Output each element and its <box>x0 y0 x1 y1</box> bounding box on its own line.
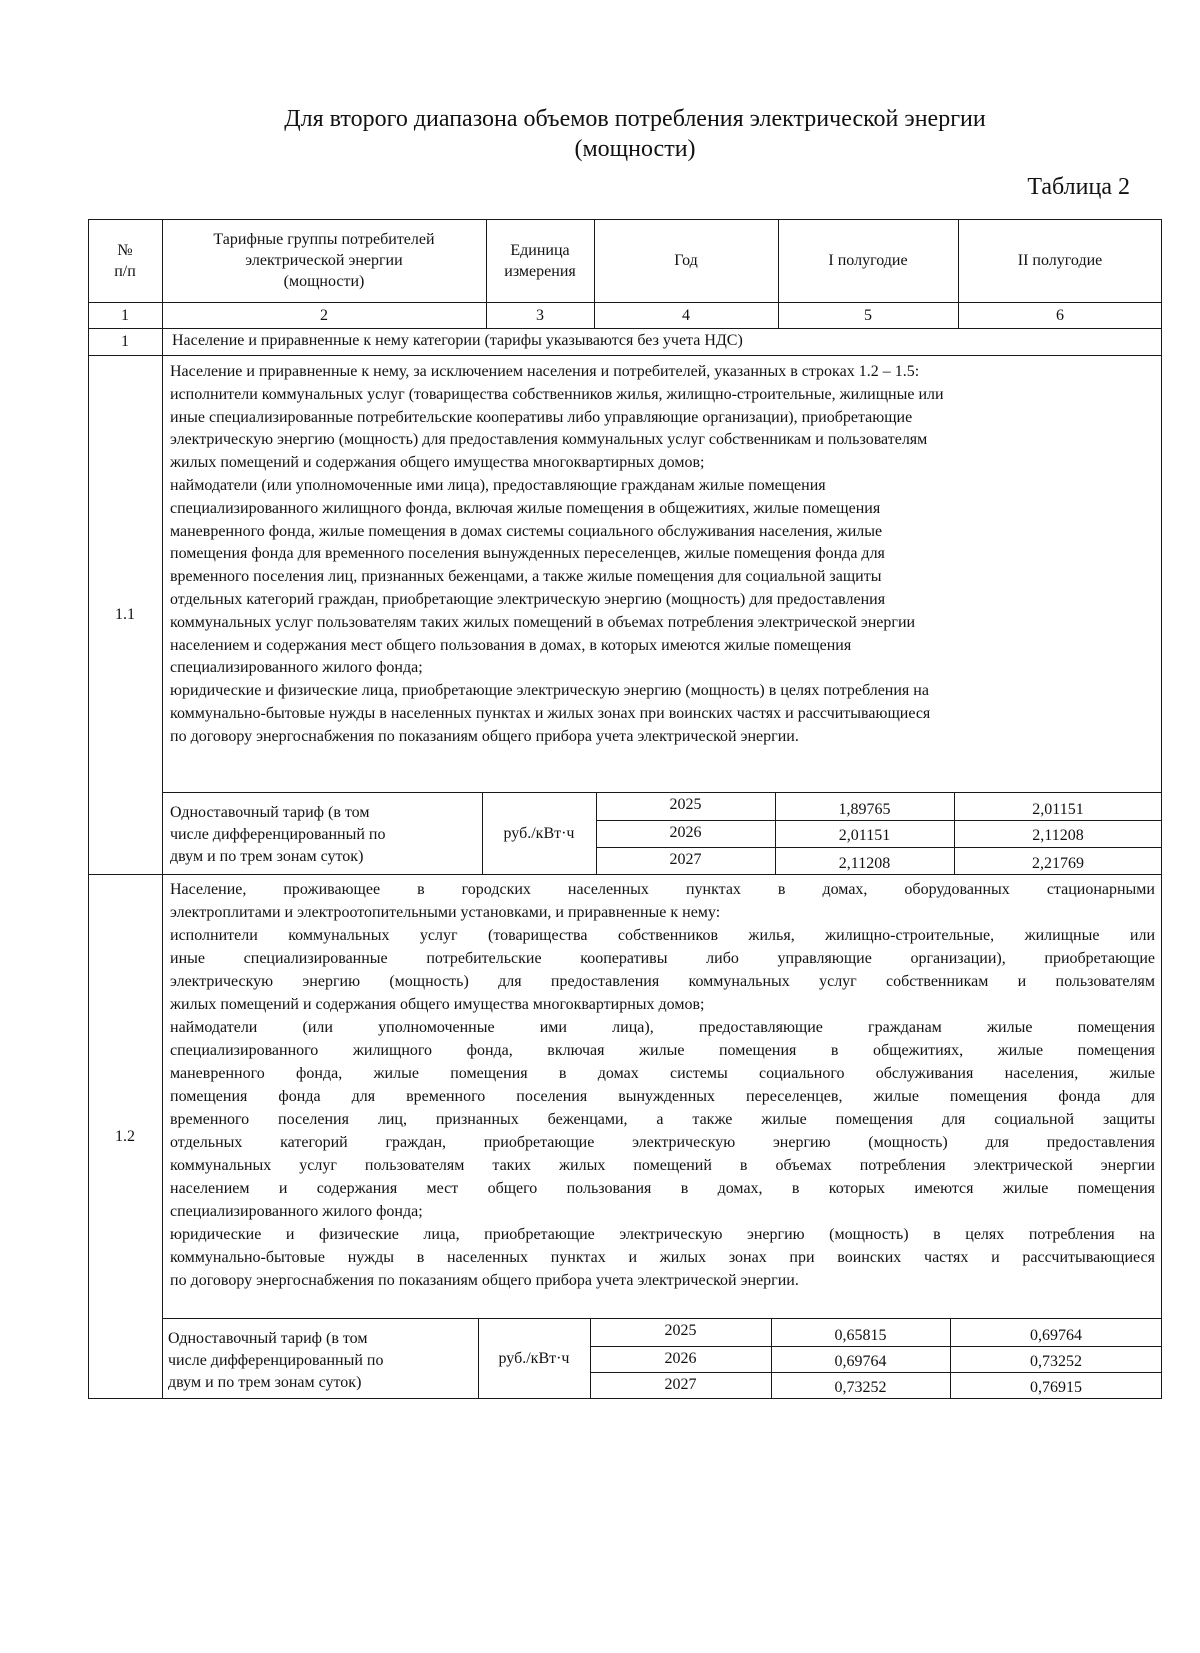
row-description: Население, проживающее в городских населенных пунктах в домах, оборудованных стационарными электроплитами и электроотопительными установками, и приравненные к нему: исполнители коммунальных услуг (товарищества собственников жилья, жилищно-строительные, жилищные или иные специализированные потребительские кооперативы либо управляющие организации), приобретающие электрическую энергию (мощность) для предоставления коммунальных услуг собственникам и пользователям жилых помещений и содержания общего имущества многоквартирных домов; наймодатели (или уполномоченные ими лица), предоставляющие гражданам жилые помещения специализированного жилищного фонда, включая жилые помещения в общежитиях, жилые помещения маневренного фонда, жилые помещения в домах системы социального обслуживания населения, жилые помещения фонда для временного поселения вынужденных переселенцев, жилые помещения фонда для временного поселения лиц, признанных беженцами, а также жилые помещения для социальной защиты отдельных категорий граждан, приобретающие электрическую энергию (мощность) для предоставления коммунальных услуг пользователям таких жилых помещений в объемах потребления электрической энергии населением и содержания мест общего пользования в домах, в которых имеются жилые помещения специализированного жилого фонда; юридические и физические лица, приобретающие электрическую энергию (мощность) в целях потребления на коммунально-бытовые нужды в населенных пунктах и жилых зонах при воинских частях и рассчитывающиеся по договору энергоснабжения по показаниям общего прибора учета электрической энергии. <box>170 881 1155 1289</box>
second-half-value: 2,21769 <box>1032 855 1084 872</box>
tariff-unit: руб./кВт·ч <box>498 1350 570 1367</box>
section-title: Население и приравненные к нему категории (тарифы указываются без учета НДС) <box>172 332 743 349</box>
section-num: 1 <box>121 333 129 350</box>
grid-line <box>88 328 1162 329</box>
grid-line <box>162 219 163 1399</box>
year-value: 2027 <box>669 851 702 868</box>
grid-line <box>596 847 1162 848</box>
first-half-value: 2,01151 <box>838 827 891 844</box>
row-description: Население и приравненные к нему, за исключением населения и потребителей, указанных в строках 1.2 – 1.5: исполнители коммунальных услуг (товарищества собственников жилья, жилищно-строительные, жилищные или иные специализированные потребительские кооперативы либо управляющие организации), приобретающие электрическую энергию (мощность) для предоставления коммунальных услуг собственникам и пользователям жилых помещений и содержания общего имущества многоквартирных домов; наймодатели (или уполномоченные ими лица), предоставляющие гражданам жилые помещения специализированного жилищного фонда, включая жилые помещения в общежитиях, жилые помещения маневренного фонда, жилые помещения в домах системы социального обслуживания населения, жилые помещения фонда для временного поселения вынужденных переселенцев, жилые помещения фонда для временного поселения лиц, признанных беженцами, а также жилые помещения для социальной защиты отдельных категорий граждан, приобретающие электрическую энергию (мощность) для предоставления коммунальных услуг пользователям таких жилых помещений в объемах потребления электрической энергии населением и содержания мест общего пользования в домах, в которых имеются жилые помещения специализированного жилого фонда; юридические и физические лица, приобретающие электрическую энергию (мощность) в целях потребления на коммунально-бытовые нужды в населенных пунктах и жилых зонах при воинских частях и рассчитывающиеся по договору энергоснабжения по показаниям общего прибора учета электрической энергии. <box>170 363 944 745</box>
document-title <box>200 104 1070 164</box>
first-half-value: 0,69764 <box>834 1353 887 1370</box>
title-line-1: Для второго диапазона объемов потребления электрической энергии <box>284 106 986 132</box>
grid-line <box>162 1318 1162 1319</box>
year-value: 2027 <box>664 1376 697 1393</box>
column-number: 2 <box>320 306 328 324</box>
second-half-value: 2,01151 <box>1032 801 1084 818</box>
year-value: 2026 <box>669 824 702 841</box>
grid-line <box>162 792 1162 793</box>
header-second-half: II полугодие <box>1017 252 1103 269</box>
grid-line <box>88 874 1162 875</box>
title-line-2: (мощности) <box>574 136 696 162</box>
year-value: 2026 <box>664 1350 697 1367</box>
grid-line <box>590 1372 1162 1373</box>
year-value: 2025 <box>669 796 702 813</box>
second-half-value: 0,69764 <box>1030 1327 1082 1344</box>
second-half-value: 0,73252 <box>1030 1353 1082 1370</box>
header-year: Год <box>674 252 698 269</box>
grid-line <box>590 1346 1162 1347</box>
first-half-value: 2,11208 <box>838 855 891 872</box>
grid-line <box>596 820 1162 821</box>
first-half-value: 0,73252 <box>834 1379 887 1396</box>
column-number: 6 <box>1056 306 1064 324</box>
row-num: 1.1 <box>115 606 135 623</box>
second-half-value: 0,76915 <box>1030 1379 1082 1396</box>
first-half-value: 0,65815 <box>834 1327 887 1344</box>
table-label: Таблица 2 <box>1027 174 1130 200</box>
column-number: 4 <box>682 306 690 324</box>
second-half-value: 2,11208 <box>1032 827 1084 844</box>
header-group: Тарифные группы потребителей электрической энергии (мощности) <box>213 231 435 290</box>
header-unit: Единица измерения <box>504 241 576 280</box>
tariff-unit: руб./кВт·ч <box>503 824 575 842</box>
column-number: 1 <box>121 306 129 324</box>
row-num: 1.2 <box>115 1128 135 1145</box>
column-number: 3 <box>536 306 544 324</box>
tariff-label: Одноставочный тариф (в том числе дифференцированный по двум и по трем зонам суток) <box>170 804 386 865</box>
header-first-half: I полугодие <box>828 252 908 269</box>
grid-line <box>88 355 1162 356</box>
year-value: 2025 <box>664 1322 697 1339</box>
first-half-value: 1,89765 <box>838 801 891 818</box>
header-num: № п/п <box>114 241 136 280</box>
column-number: 5 <box>864 306 872 324</box>
tariff-label: Одноставочный тариф (в том числе дифференцированный по двум и по трем зонам суток) <box>168 1330 384 1391</box>
